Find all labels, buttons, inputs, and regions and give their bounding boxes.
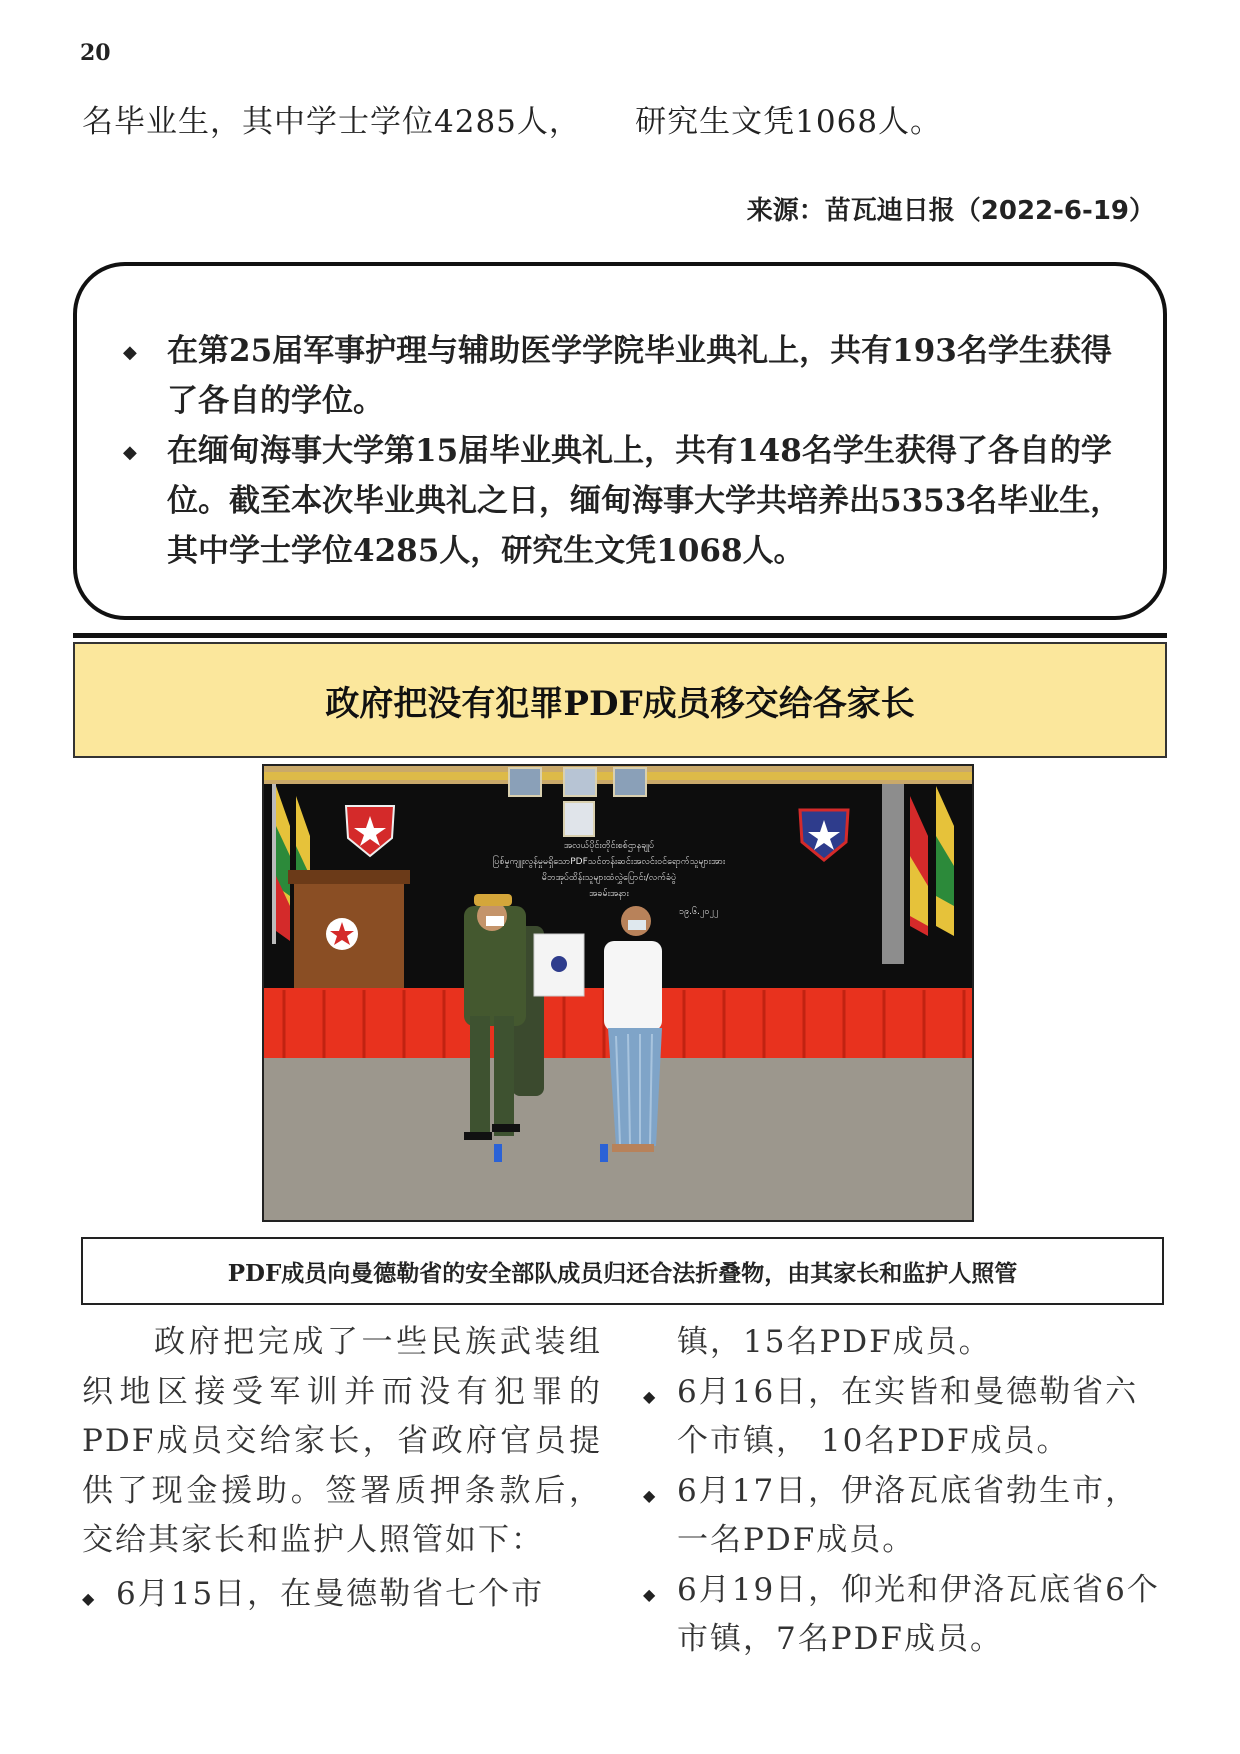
- highlight-item: [123, 426, 1133, 576]
- list-item: [82, 1570, 602, 1620]
- diamond-bullet-icon: ◆: [643, 1485, 658, 1505]
- diamond-bullet-icon: ◆: [643, 1584, 658, 1604]
- continued-text: 名毕业生，其中学士学位4285人， 研究生文凭1068人。: [82, 104, 943, 140]
- diamond-bullet-icon: ◆: [123, 342, 137, 363]
- banner-date: ၁၉.၆.၂၀၂၂: [679, 907, 719, 917]
- headline-box: [73, 642, 1167, 758]
- photo-caption: PDF成员向曼德勒省的安全部队成员归还合法折叠物，由其家长和监护人照管: [227, 1259, 1018, 1287]
- banner-line-1: အလယ်ပိုင်းတိုင်းစစ်ဌာနချုပ်: [563, 841, 655, 851]
- highlights-box: [73, 262, 1167, 620]
- source-line: 来源：苗瓦迪日报（2022-6-19）: [746, 196, 1155, 226]
- article-headline: 政府把没有犯罪PDF成员移交给各家长: [325, 683, 915, 724]
- highlight-text: 在第25届军事护理与辅助医学学院毕业典礼上，共有193名学生获得了各自的学位。: [167, 333, 1112, 419]
- diamond-bullet-icon: ◆: [643, 1386, 658, 1406]
- list-item-text: 6月17日，伊洛瓦底省勃生市，一名PDF成员。: [677, 1472, 1139, 1558]
- list-item-text: 6月16日，在实皆和曼德勒省六个市镇， 10名PDF成员。: [677, 1373, 1139, 1459]
- diamond-bullet-icon: ◆: [123, 442, 137, 463]
- list-item-text: 6月15日，在曼德勒省七个市: [116, 1575, 545, 1612]
- list-item: [643, 1467, 1163, 1566]
- page-number: 20: [80, 40, 111, 66]
- caption-box: [81, 1237, 1164, 1305]
- diamond-bullet-icon: ◆: [82, 1588, 97, 1608]
- banner-line-4: အခမ်းအနား: [589, 889, 629, 899]
- list-item-text: 6月19日，仰光和伊洛瓦底省6个市镇，7名PDF成员。: [677, 1571, 1160, 1657]
- news-photo: [262, 764, 974, 1222]
- banner-line-2: ပြစ်မှုကျူးလွန်မှုမရှိသောPDFသင်တန်းဆင်းအလင်းဝင်ရောက်သူများအား: [492, 857, 726, 867]
- list-continuation: 镇，15名PDF成员。: [677, 1324, 992, 1360]
- list-item: [643, 1368, 1163, 1467]
- highlight-text: 在缅甸海事大学第15届毕业典礼上，共有148名学生获得了各自的学位。截至本次毕业典礼之日，缅甸海事大学共培养出5353名毕业生，其中学士学位4285人，研究生文凭1068人。: [167, 433, 1122, 569]
- right-column: [643, 1318, 1163, 1665]
- list-item: [643, 1566, 1163, 1665]
- highlight-item: [123, 326, 1133, 426]
- banner-line-3: မိဘအုပ်ထိန်းသူများထံလွှဲပြောင်း/လက်ခံပွဲ: [541, 873, 677, 883]
- body-paragraph: 政府把完成了一些民族武装组织地区接受军训并而没有犯罪的PDF成员交给家长，省政府官员提供了现金援助。签署质押条款后，交给其家长和监护人照管如下：: [82, 1324, 602, 1558]
- section-divider: [73, 633, 1167, 638]
- left-column: [82, 1318, 602, 1619]
